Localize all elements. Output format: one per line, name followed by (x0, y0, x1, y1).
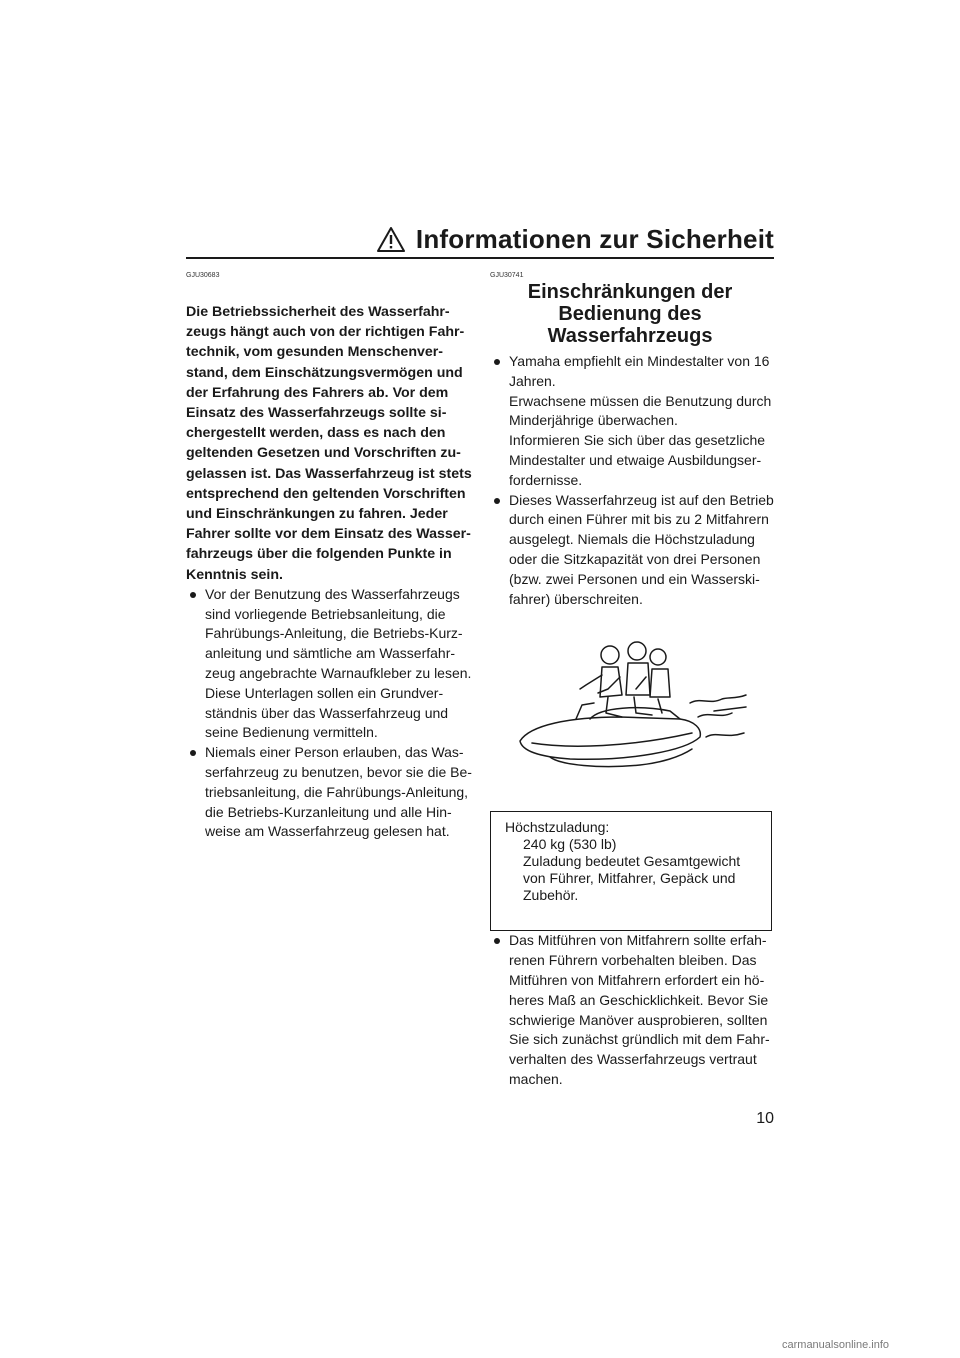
bullet-item (186, 743, 472, 842)
text-line: gelassen ist. Das Wasserfahrzeug ist stets (186, 465, 472, 482)
text-line: und Einschränkungen zu fahren. Jeder (186, 506, 448, 523)
bullet-list (186, 585, 472, 842)
text-line: schwierige Manöver ausprobieren, sollten (509, 1011, 768, 1028)
text-line: verhalten des Wasserfahrzeugs vertraut (509, 1051, 757, 1068)
page-number: 10 (756, 1110, 774, 1127)
header-divider (186, 257, 774, 259)
text-line: fahrer) überschreiten. (509, 590, 643, 607)
text-line: triebsanleitung, die Fahrübungs-Anleitung, (205, 783, 469, 800)
intro-paragraph (186, 302, 472, 585)
bullet-item (490, 931, 770, 1089)
text-line: Minderjährige überwachen. (509, 412, 678, 429)
section-title (490, 281, 770, 347)
text-line: fordernisse. (509, 471, 583, 488)
text-line: geltenden Gesetzen und Vorschriften zu- (186, 445, 461, 462)
text-line: Mitführen von Mitfahrern erfordert ein hö- (509, 971, 765, 988)
text-line: Die Betriebssicherheit des Wasserfahr- (186, 304, 450, 320)
text-line: stand, dem Einschätzungsvermögen und (186, 364, 463, 381)
text-line: fahrzeugs über die folgenden Punkte in (186, 546, 452, 563)
jet-ski-riders-illustration (510, 633, 750, 783)
text-line: chergestellt werden, dass es nach den (186, 425, 446, 442)
capacity-details (505, 836, 771, 903)
left-column (186, 270, 472, 842)
text-line: zeugs hängt auch von der richtigen Fahr- (186, 324, 465, 341)
page-title: Informationen zur Sicherheit (415, 223, 774, 254)
text-line: der Erfahrung des Fahrers ab. Vor dem (186, 384, 449, 401)
text-line: Wasserfahrzeugs (547, 325, 713, 347)
page-title-wrap (376, 224, 774, 255)
capacity-info-box (490, 811, 772, 931)
text-line: Zubehör. (523, 886, 579, 903)
bullet-list (490, 352, 774, 609)
text-line: Einschränkungen der (527, 281, 733, 303)
text-line: Einsatz des Wasserfahrzeugs sollte si- (186, 405, 447, 422)
text-line: Kenntnis sein. (186, 566, 283, 583)
text-line: technik, vom gesunden Menschenver- (186, 344, 444, 361)
text-line: Das Mitführen von Mitfahrern sollte erfah- (509, 932, 767, 949)
text-line: oder die Sitzkapazität von drei Personen (509, 550, 761, 567)
text-line: Jahren. (509, 372, 556, 389)
text-line: Erwachsene müssen die Benutzung durch (509, 392, 772, 409)
text-line: serfahrzeug zu benutzen, bevor sie die Be- (205, 764, 472, 781)
text-line: Fahrübungs-Anleitung, die Betriebs-Kurz- (205, 625, 463, 642)
bullet-item (490, 352, 770, 491)
text-line: ausgelegt. Niemals die Höchstzuladung (509, 531, 755, 548)
text-line: Informieren Sie sich über das gesetzliche (509, 432, 766, 449)
text-line: Zuladung bedeutet Gesamtgewicht (523, 852, 741, 869)
text-line: seine Bedienung vermitteln. (205, 724, 378, 741)
text-line: Sie sich zunächst gründlich mit dem Fahr- (509, 1031, 770, 1048)
text-line: renen Führern vorbehalten bleiben. Das (509, 952, 757, 969)
watermark: carmanualsonline.info (782, 1339, 890, 1351)
capacity-label: Höchstzuladung: (505, 819, 610, 836)
text-line: Mindestalter und etwaige Ausbildungser- (509, 451, 762, 468)
text-line: Dieses Wasserfahrzeug ist auf den Betrieb (509, 491, 774, 508)
text-line: sind vorliegende Betriebsanleitung, die (205, 605, 446, 622)
text-line: durch einen Führer mit bis zu 2 Mitfahrern (509, 511, 769, 528)
text-line: von Führer, Mitfahrer, Gepäck und (523, 869, 736, 886)
section-code: GJU30683 (186, 272, 220, 279)
text-line: machen. (509, 1070, 563, 1087)
text-line: Fahrer sollte vor dem Einsatz des Wasser- (186, 526, 471, 543)
text-line: heres Maß an Geschicklichkeit. Bevor Sie (509, 991, 769, 1008)
text-line: Yamaha empfiehlt ein Mindestalter von 16 (509, 353, 770, 369)
text-line: weise am Wasserfahrzeug gelesen hat. (205, 823, 450, 840)
warning-triangle-icon (376, 226, 406, 253)
text-line: Bedienung des (558, 303, 702, 325)
section-code: GJU30741 (490, 272, 524, 279)
text-line: Vor der Benutzung des Wasserfahrzeugs (205, 585, 460, 602)
bullet-list (490, 931, 770, 1089)
page-header (186, 222, 774, 256)
bullet-item (490, 491, 774, 610)
right-column (490, 270, 774, 1090)
text-line: die Betriebs-Kurzanleitung und alle Hin- (205, 803, 452, 820)
bullet-item (186, 585, 472, 743)
text-line: Niemals einer Person erlauben, das Was- (205, 744, 464, 761)
text-line: anleitung und sämtliche am Wasserfahr- (205, 645, 456, 662)
text-line: ständnis über das Wasserfahrzeug und (205, 704, 449, 721)
text-line: entsprechend den geltenden Vorschriften (186, 485, 466, 502)
text-line: zeug angebrachte Warnaufkleber zu lesen. (205, 665, 472, 682)
text-line: 240 kg (530 lb) (523, 836, 617, 853)
text-line: (bzw. zwei Personen und ein Wasserski- (509, 570, 760, 587)
text-line: Diese Unterlagen sollen ein Grundver- (205, 684, 444, 701)
